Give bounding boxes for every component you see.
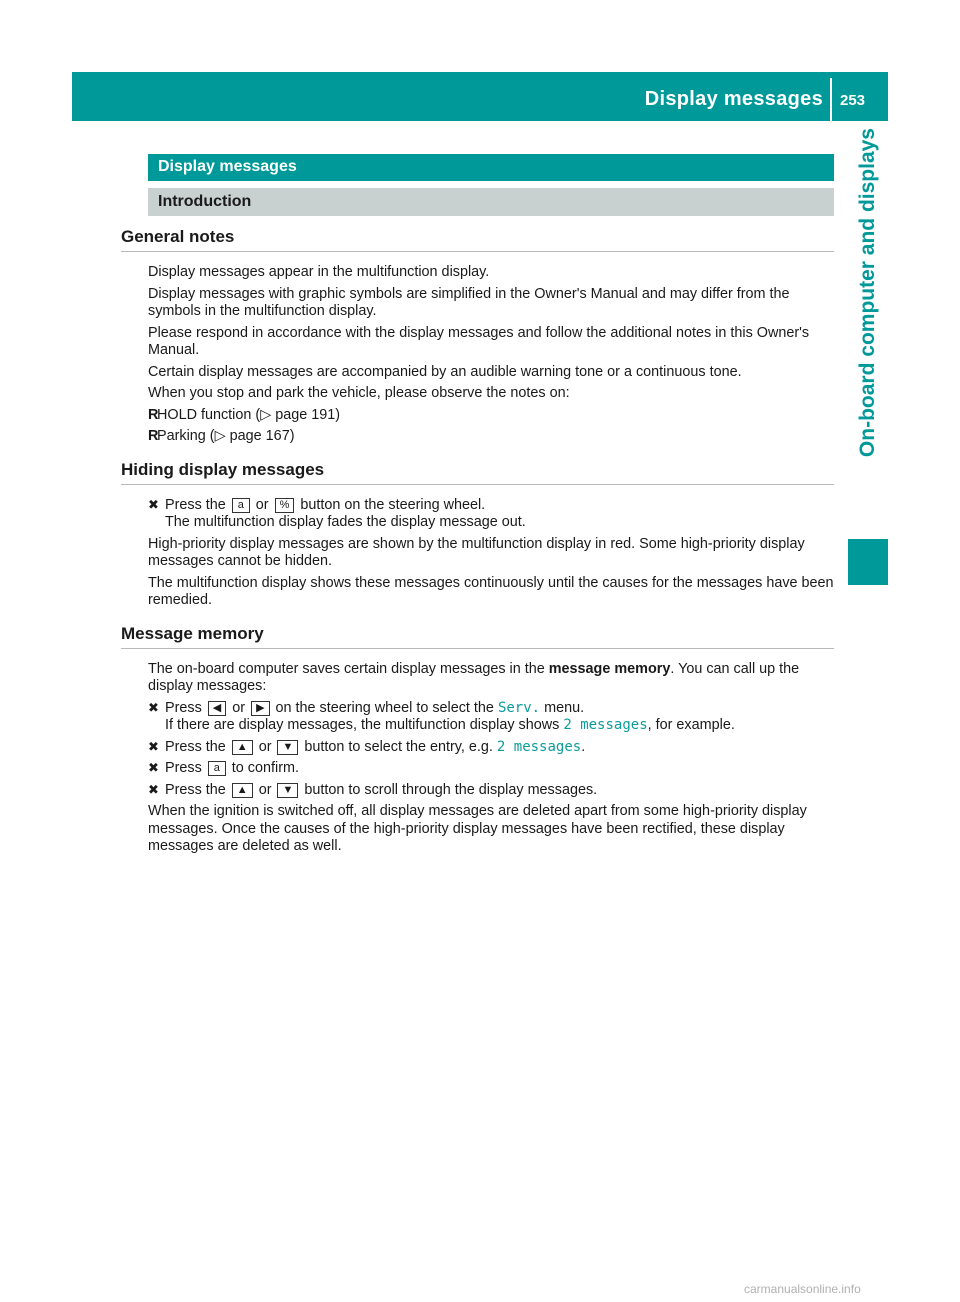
step-text: button to scroll through the display messages. <box>304 781 598 798</box>
heading-general-notes <box>121 227 834 252</box>
page-content <box>121 154 834 856</box>
step-text: to confirm. <box>231 760 299 776</box>
general-p1: Display messages appear in the multifunction display. <box>148 264 490 280</box>
step-select-serv <box>148 700 834 735</box>
side-chapter-text: On-board computer and displays <box>856 128 879 458</box>
heading-hiding-text: Hiding display messages <box>121 459 325 479</box>
up-button-icon: ▲ <box>232 783 253 798</box>
left-button-icon: ◀ <box>208 701 226 716</box>
step-arrow-icon: ✖ <box>148 496 159 512</box>
general-p3: Please respond in accordance with the display messages and follow the additional notes in this Owner's Manual. <box>148 324 810 358</box>
step-text: Press <box>165 699 202 716</box>
page-ref-link[interactable]: page 167) <box>229 428 295 444</box>
hiding-p2: The multifunction display shows these messages continuously until the causes for the messages have been remedied. <box>148 574 834 608</box>
step-select-entry <box>148 739 834 757</box>
page-number: 253 <box>840 92 866 109</box>
step-text: or <box>258 738 272 755</box>
bullet-mark: R <box>148 406 159 423</box>
step-text: button on the steering wheel. <box>300 496 486 513</box>
side-tab-block <box>848 539 888 585</box>
up-button-icon: ▲ <box>232 740 253 755</box>
general-p4: Certain display messages are accompanied by an audible warning tone or a continuous tone. <box>148 363 742 380</box>
side-chapter-label <box>848 128 888 578</box>
memory-p1-text-end: . You can call up the display messages: <box>148 660 800 694</box>
bullet-mark: R <box>148 428 159 444</box>
section-title: Display messages <box>148 154 834 181</box>
step-text: Press the <box>165 781 226 798</box>
down-button-icon: ▼ <box>277 740 298 755</box>
page-ref-arrow-icon: ▷ <box>260 406 272 423</box>
footer-watermark: carmanualsonline.info <box>744 1282 861 1296</box>
step-result-text: If there are display messages, the multifunction display shows <box>165 717 560 733</box>
step-text: Press the <box>165 496 226 513</box>
ok-button-icon: a <box>208 761 226 776</box>
page-ref-link[interactable]: page 191) <box>275 406 341 423</box>
step-arrow-icon: ✖ <box>148 738 159 754</box>
header-divider <box>830 78 832 121</box>
heading-message-memory <box>121 624 834 649</box>
step-scroll <box>148 782 834 800</box>
ok-button-icon: a <box>232 498 250 513</box>
step-text: , for example. <box>647 717 735 733</box>
subsection-title: Introduction <box>148 188 834 216</box>
bullet-hold-function <box>148 407 834 425</box>
bullet-parking-text: Parking ( <box>157 428 215 444</box>
general-p2: Display messages with graphic symbols are simplified in the Owner's Manual and may differ from the symbols in the multifunction display. <box>148 285 790 319</box>
step-confirm <box>148 760 834 778</box>
chapter-header-bar <box>72 72 888 121</box>
right-button-icon: ▶ <box>251 701 269 716</box>
heading-hiding-messages <box>121 460 834 485</box>
page-ref-arrow-icon: ▷ <box>214 428 226 444</box>
step-text: Press the <box>165 738 226 755</box>
step-result-text: The multifunction display fades the display message out. <box>165 514 526 530</box>
step-text: . <box>581 738 586 755</box>
step-text: or <box>232 699 246 716</box>
display-text-messages: 2 messages <box>563 717 648 733</box>
bullet-hold-text: HOLD function ( <box>157 406 261 423</box>
step-text: on the steering wheel to select the <box>275 699 494 716</box>
step-arrow-icon: ✖ <box>148 699 159 715</box>
step-arrow-icon: ✖ <box>148 781 159 797</box>
bullet-parking <box>148 428 834 446</box>
heading-general-notes-text: General notes <box>121 227 235 246</box>
down-button-icon: ▼ <box>277 783 298 798</box>
step-arrow-icon: ✖ <box>148 760 159 775</box>
memory-p2: When the ignition is switched off, all display messages are deleted apart from some high-priority display messages. Once the causes of the high-priority display messages have been rectified, these display messages are deleted as well. <box>148 803 807 854</box>
memory-p1-bold: message memory <box>548 660 671 677</box>
step-text: Press <box>165 760 202 776</box>
step-text: or <box>258 781 272 798</box>
back-button-icon: % <box>275 498 295 513</box>
memory-p1-text: The on-board computer saves certain display messages in the <box>148 660 549 677</box>
heading-memory-text: Message memory <box>121 623 264 643</box>
memory-p1 <box>148 661 834 696</box>
step-hide <box>148 497 834 532</box>
step-text: menu. <box>544 699 585 716</box>
step-text: button to select the entry, e.g. <box>304 738 493 755</box>
hiding-p1: High-priority display messages are shown by the multifunction display in red. Some high-priority display messages cannot be hidden. <box>148 535 805 569</box>
step-text: or <box>255 496 269 513</box>
chapter-title: Display messages <box>644 88 823 110</box>
general-p5: When you stop and park the vehicle, please observe the notes on: <box>148 385 570 401</box>
display-text-serv: Serv. <box>497 699 541 716</box>
display-text-messages: 2 messages <box>496 738 582 755</box>
